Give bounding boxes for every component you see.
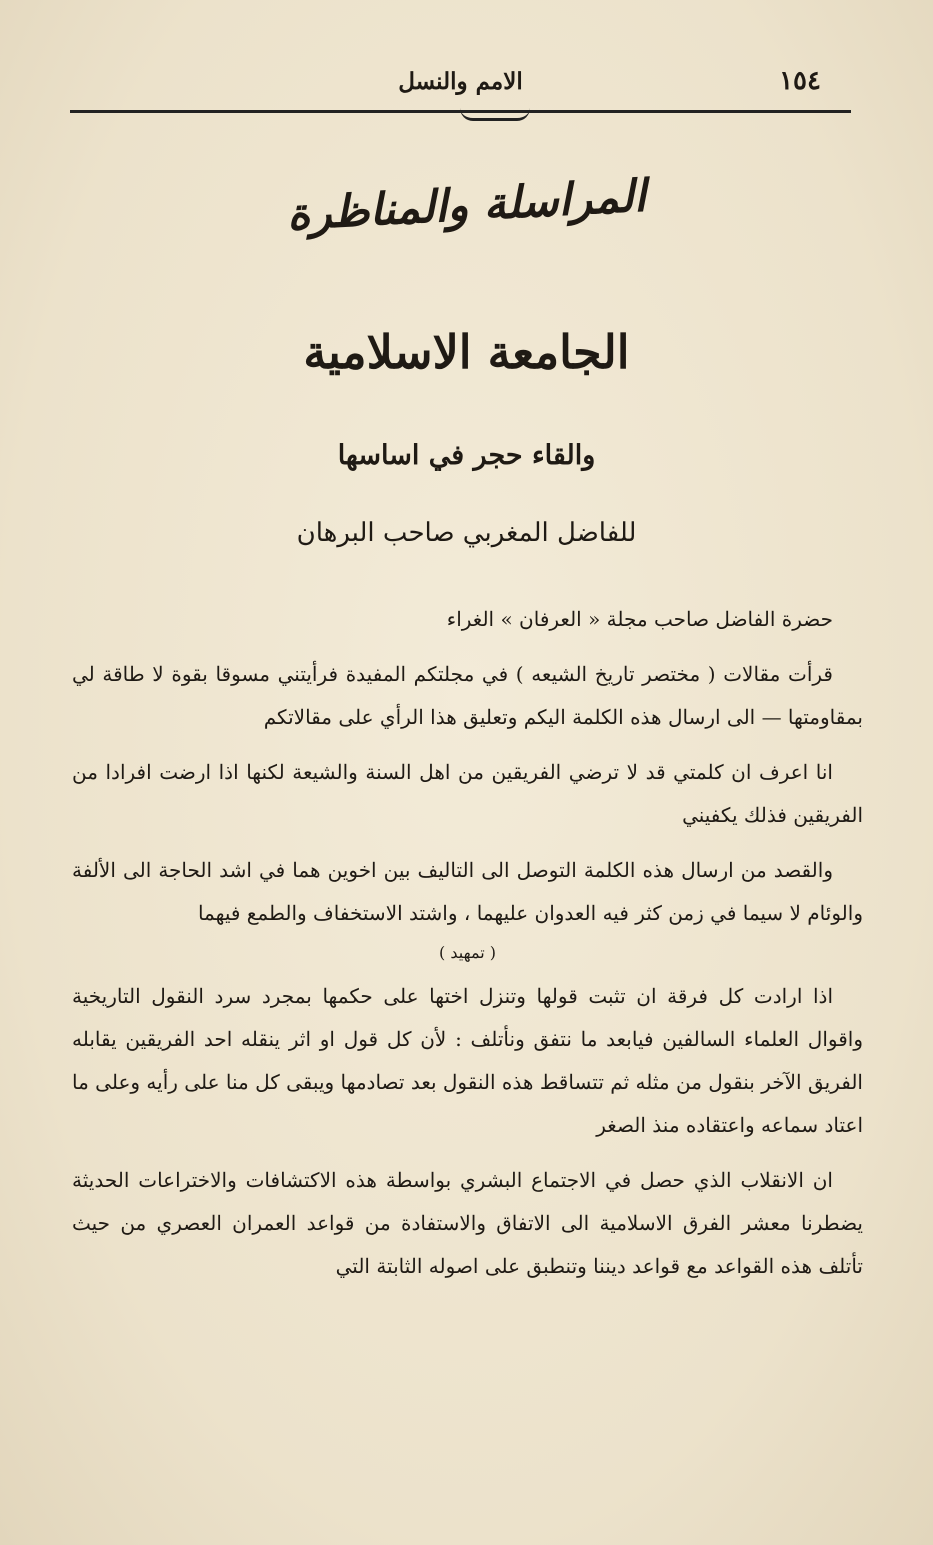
author-byline: للفاضل المغربي صاحب البرهان <box>296 518 637 548</box>
article-body <box>72 598 863 1300</box>
running-header <box>70 58 851 114</box>
page-number: ١٥٤ <box>779 66 821 96</box>
header-rule-ornament <box>460 108 530 121</box>
article-subtitle: والقاء حجر في اساسها <box>337 440 596 471</box>
paragraph-5: ان الانقلاب الذي حصل في الاجتماع البشري بواسطة هذه الاكتشافات والاختراعات الحديثة يضطرنا معشر الفرق الاسلامية الى الاتفاق والاستفادة من قواعد العمران العصري من حيث تأتلف هذه القواعد مع قواعد ديننا وتنطبق على اصوله الثابتة التي <box>72 1168 863 1278</box>
paragraph-1: قرأت مقالات ( مختصر تاريخ الشيعه ) في مجلتكم المفيدة فرأيتني مسوقا بقوة لا طاقة لي بمقاومتها — الى ارسال هذه الكلمة اليكم وتعليق هذا الرأي على مقالاتكم <box>72 662 863 729</box>
section-heading: المراسلة والمناظرة <box>285 170 648 241</box>
paragraph-3: والقصد من ارسال هذه الكلمة التوصل الى التاليف بين اخوين هما في اشد الحاجة الى الألفة والوئام لا سيما في زمن كثر فيه العدوان عليهما ، واشتد الاستخفاف والطمع فيهما <box>72 858 863 925</box>
subheading-tamhid: ( تمهيد ) <box>439 943 496 962</box>
paragraph-2: انا اعرف ان كلمتي قد لا ترضي الفريقين من اهل السنة والشيعة لكنها اذا ارضت افرادا من الفريقين فذلك يكفيني <box>72 760 863 827</box>
article-title: الجامعة الاسلامية <box>303 325 630 379</box>
paragraph-4: اذا ارادت كل فرقة ان تثبت قولها وتنزل اختها على حكمها بمجرد سرد النقول التاريخية واقوال العلماء السالفين فيابعد ما نتفق ونأتلف : لأن كل قول او اثر ينقله احد الفريقين يقابله الفريق الآخر بنقول من مثله ثم تتساقط هذه النقول بعد تصادمها ويبقى كل منا على رأيه وعلى ما اعتاد سماعه واعتقاده منذ الصغر <box>72 984 863 1137</box>
running-title: الامم والنسل <box>398 68 523 95</box>
salutation: حضرة الفاضل صاحب مجلة « العرفان » الغراء <box>446 607 833 631</box>
